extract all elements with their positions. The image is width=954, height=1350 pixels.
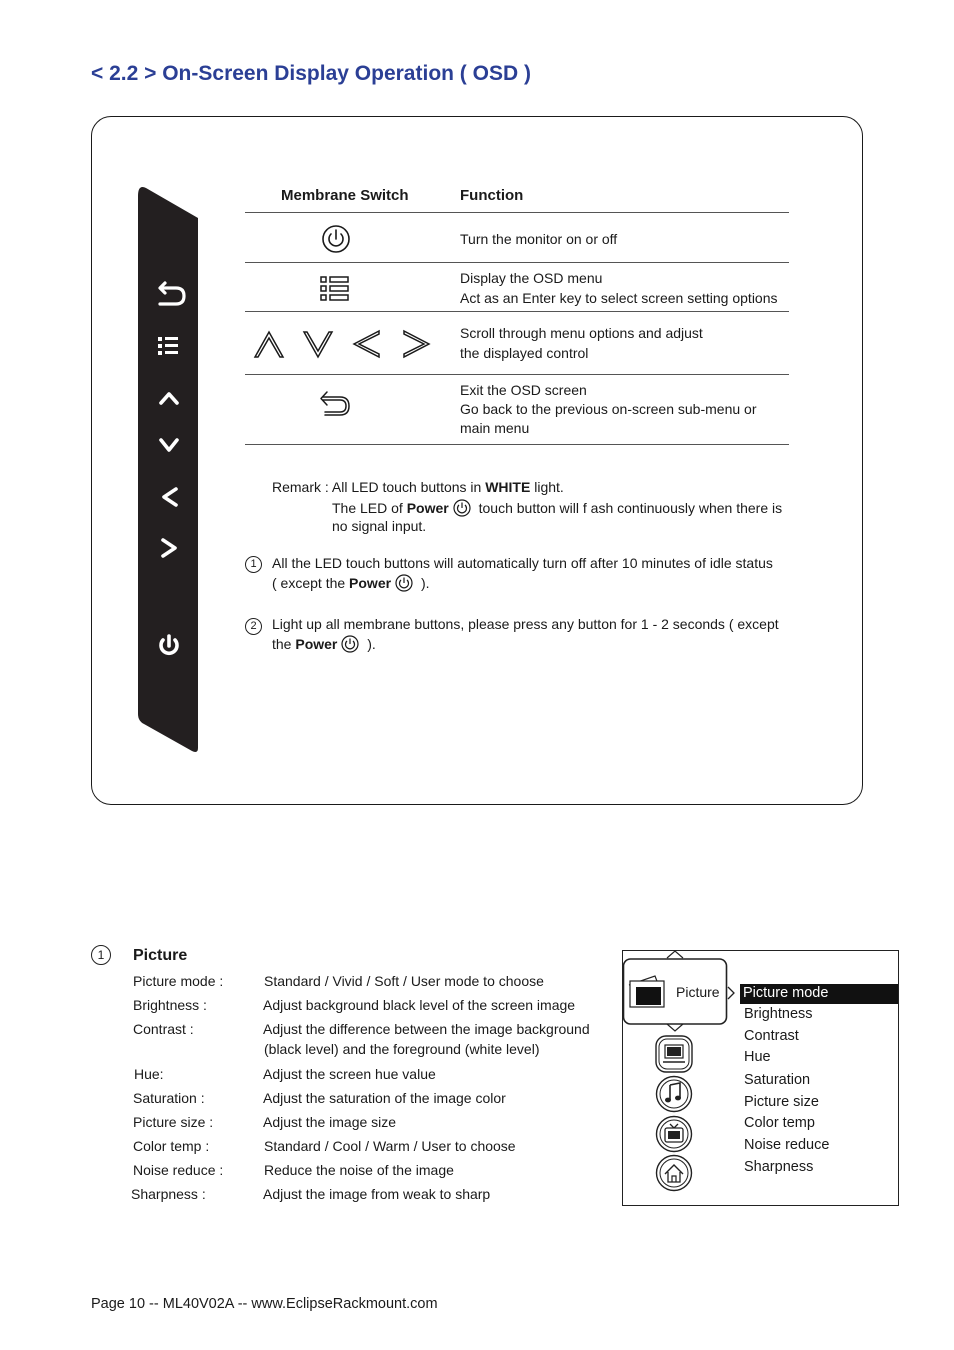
item-desc: Adjust the image from weak to sharp <box>263 1186 491 1202</box>
table-rule <box>245 262 789 263</box>
osd-menu-item[interactable]: Brightness <box>744 1006 813 1022</box>
function-text: Act as an Enter key to select screen setting options <box>460 290 778 306</box>
menu-icon <box>320 275 350 303</box>
note-text-part: the <box>272 636 296 652</box>
membrane-switch-header: Membrane Switch <box>281 187 409 204</box>
item-desc: (black level) and the foreground (white level) <box>264 1041 540 1057</box>
osd-menu-item[interactable]: Color temp <box>744 1115 815 1131</box>
remark-text: light. <box>530 479 564 495</box>
note-text: All the LED touch buttons will automatically turn off after 10 minutes of idle status <box>272 555 773 571</box>
item-label: Saturation : <box>133 1090 205 1106</box>
note-text-part: ). <box>417 575 430 591</box>
power-touch-icon <box>395 573 413 598</box>
table-rule <box>245 444 789 445</box>
item-label: Sharpness : <box>131 1186 206 1202</box>
item-desc: Standard / Cool / Warm / User to choose <box>264 1138 516 1154</box>
function-text: the displayed control <box>460 345 589 361</box>
power-label: Power <box>349 575 392 591</box>
osd-panel-frame <box>91 116 863 805</box>
item-desc: Adjust the screen hue value <box>263 1066 436 1082</box>
remark-text: touch button will f ash continuously when there is <box>474 500 783 516</box>
function-text: Go back to the previous on-screen sub-menu or <box>460 401 757 417</box>
item-desc: Adjust the difference between the image background <box>263 1021 590 1037</box>
function-text: Scroll through menu options and adjust <box>460 325 703 341</box>
note-number: 1 <box>245 556 262 573</box>
note-text <box>272 573 430 598</box>
table-rule <box>245 374 789 375</box>
function-header: Function <box>460 187 524 204</box>
page-title: < 2.2 > On-Screen Display Operation ( OSD ) <box>91 62 531 85</box>
remark-text: The LED of <box>332 500 407 516</box>
item-label: Picture mode : <box>133 973 224 989</box>
osd-menu-item[interactable]: Hue <box>744 1049 771 1065</box>
osd-menu-item[interactable]: Contrast <box>744 1028 799 1044</box>
item-label: Contrast : <box>133 1021 194 1037</box>
osd-menu-item[interactable]: Saturation <box>744 1072 811 1088</box>
osd-menu-item[interactable]: Picture size <box>744 1094 819 1110</box>
function-text: main menu <box>460 420 530 436</box>
note-text-part: ( except the <box>272 575 350 591</box>
remark-line <box>272 478 564 498</box>
remark-line: no signal input. <box>332 518 427 534</box>
item-label: Noise reduce : <box>133 1162 224 1178</box>
arrows-icon <box>253 329 433 361</box>
item-desc: Standard / Vivid / Soft / User mode to choose <box>264 973 544 989</box>
osd-tab-picture[interactable]: Picture <box>676 984 720 1000</box>
section-number: 1 <box>91 945 111 965</box>
item-label: Brightness : <box>133 997 207 1013</box>
note-text-part: ). <box>363 636 376 652</box>
section-title: Picture <box>133 947 188 964</box>
osd-menu-item[interactable]: Sharpness <box>744 1159 814 1175</box>
function-text: Turn the monitor on or off <box>460 231 618 247</box>
item-desc: Adjust the image size <box>263 1114 397 1130</box>
item-desc: Adjust the saturation of the image color <box>263 1090 506 1106</box>
item-label: Hue: <box>134 1066 164 1082</box>
note-text <box>272 634 376 659</box>
remark-text: Remark : All LED touch buttons in <box>272 479 486 495</box>
osd-menu-item[interactable]: Noise reduce <box>744 1137 830 1153</box>
power-label: Power <box>406 500 449 516</box>
item-desc: Adjust background black level of the screen image <box>263 997 576 1013</box>
function-text: Exit the OSD screen <box>460 382 587 398</box>
function-text: Display the OSD menu <box>460 270 603 286</box>
power-icon <box>321 222 351 254</box>
item-label: Picture size : <box>133 1114 214 1130</box>
remark-white: WHITE <box>485 479 531 495</box>
note-number: 2 <box>245 618 262 635</box>
item-label: Color temp : <box>133 1138 210 1154</box>
page-footer: Page 10 -- ML40V02A -- www.EclipseRackmount.com <box>91 1296 438 1312</box>
return-icon <box>318 390 352 420</box>
power-label: Power <box>295 636 338 652</box>
item-desc: Reduce the noise of the image <box>264 1162 454 1178</box>
note-text: Light up all membrane buttons, please press any button for 1 - 2 seconds ( except <box>272 616 779 632</box>
table-rule <box>245 311 789 312</box>
membrane-panel <box>134 186 204 761</box>
table-rule <box>245 212 789 213</box>
osd-menu-item[interactable]: Picture mode <box>743 985 829 1001</box>
power-touch-icon <box>453 498 471 523</box>
power-touch-icon <box>341 634 359 659</box>
